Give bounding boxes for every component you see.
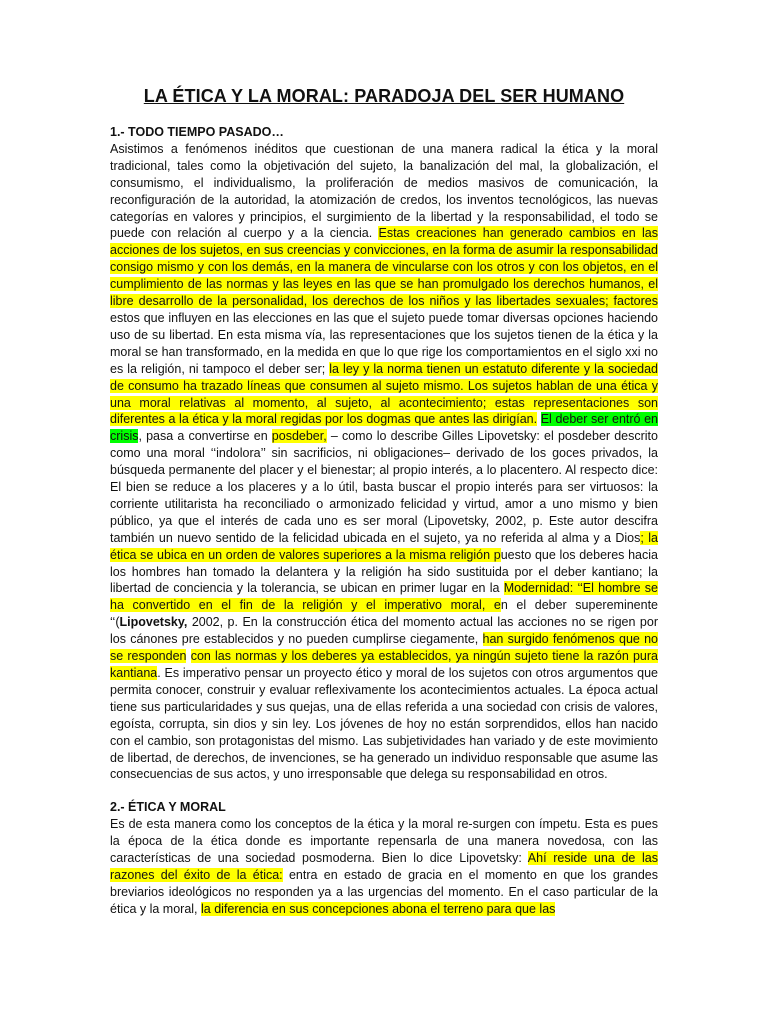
highlighted-text: ; la ética se ubica en un orden de valores superiores a la misma religión p (110, 530, 658, 562)
highlighted-text: Estas creaciones han generado cambios en las acciones de los sujetos, en sus creencias y convicciones, en la forma de asumir la responsabilidad consigo mismo y con los demás, en la manera de vincularse con los otros y con los objetos, en el cumplimiento de las normas y las leyes en las que se han promulgado los derechos humanos, el libre desarrollo de la personalidad, los derechos de los niños y las libertades sexuales; factores (110, 226, 658, 309)
highlighted-text: han surgido fenómenos que no se responden (110, 632, 659, 664)
text-run: entra en estado de gracia en el momento en que los grandes breviarios ideológicos no responden ya a las urgencias del momento. En el caso particular de la ética y la moral, (110, 867, 658, 916)
document-body (110, 124, 658, 918)
section-paragraph (110, 816, 658, 917)
text-run: n el deber supereminente ‘‘( (110, 598, 658, 630)
highlighted-text: la diferencia en sus concepciones abona el terreno para que las (201, 901, 556, 916)
text-run: – como lo describe Gilles Lipovetsky: el posdeber descrito como una moral ‘‘indolora’’ sin sacrificios, ni obligaciones– derivado de los goces privados, la búsqueda permanente del placer y el bienestar; al propio interés, a lo placentero. Al respecto dice: El bien se reduce a los placeres y a lo útil, basta buscar el propio interés para ser virtuosos: la corriente utilitarista ha reconciliado o armonizado felicidad y virtud, amor a uno mismo y bien público, ya que el interés de cada uno es ser moral (Lipovetsky, 2002, p. Este autor descifra también un nuevo sentido de la felicidad ubicada en el sujeto, ya no referida al alma y a Dios (110, 429, 658, 545)
highlighted-text: El deber ser entró en crisis (110, 412, 658, 444)
text-run: uesto que los deberes hacia los hombres han tomado la delantera y la religión ha sido sustituida por el deber kantiano; la libertad de conciencia y la tolerancia, se ubican en primer lugar en la (110, 547, 658, 596)
highlighted-text: la ley y la norma tienen un estatuto diferente y la sociedad de consumo ha trazado líneas que consumen al sujeto mismo. Los sujetos hablan de una ética y una moral relativas al momento, al sujeto, al acontecimiento; estas representaciones son diferentes a la ética y la moral regidas por los dogmas que antes las dirigían. (110, 361, 658, 427)
section-heading: 1.- TODO TIEMPO PASADO… (110, 125, 284, 139)
text-run: Es de esta manera como los conceptos de la ética y la moral re-surgen con ímpetu. Esta es pues la época de la ética donde es importante repensarla de una manera novedosa, con las características de una sociedad posmoderna. Bien lo dice Lipovetsky: (110, 817, 658, 866)
section-heading: 2.- ÉTICA Y MORAL (110, 800, 226, 815)
highlighted-text: Modernidad: ‘‘El hombre se ha convertido en el fin de la religión y el imperativo moral, e (110, 581, 658, 613)
text-run: Lipovetsky, (119, 615, 188, 630)
section-paragraph (110, 141, 658, 783)
highlighted-text: con las normas y los deberes ya establecidos, ya ningún sujeto tiene la razón pura kantiana (110, 649, 658, 680)
text-run: Asistimos a fenómenos inéditos que cuestionan de una manera radical la ética y la moral tradicional, tales como la objetivación del sujeto, la banalización del mal, la globalización, el consumismo, el individualismo, la proliferación de medios masivos de comunicación, la reconfiguración de la autoridad, la atomización de credos, los inventos tecnológicos, las nuevas categorías en valores y principios, el surgimiento de la libertad y la responsabilidad, el todo se puede con relación al cuerpo y a la ciencia. (110, 141, 658, 241)
text-run: estos que influyen en las elecciones en las que el sujeto puede tomar diversas opciones haciendo uso de su libertad. En esta misma vía, las representaciones que los sujetos tienen de la ética y la moral se han transformado, en la medida en que lo que rige los comportamientos en el siglo xxi no es la religión, ni tampoco el deber ser; (110, 310, 658, 376)
highlighted-text: Ahí reside una de las razones del éxito de la ética: (110, 851, 658, 882)
section-1 (110, 124, 658, 783)
document-title: LA ÉTICA Y LA MORAL: PARADOJA DEL SER HUMANO (143, 86, 625, 106)
text-run: . Es imperativo pensar un proyecto ético y moral de los sujetos con otros argumentos que permita conocer, construir y evaluar reflexivamente los acontecimientos actuales. La época actual tiene sus particularidades y sus quejas, una de ellas referida a una sociedad con crisis de valores, egoísta, corrupta, sin dios y sin ley. Los jóvenes de hoy no están sorprendidos, ellos han nacido con el cambio, son protagonistas del mismo. Las subjetividades han variado y de este movimiento de libertad, de derechos, de invenciones, se ha generado un individuo responsable que asume las consecuencias de sus actos, y uno irresponsable que delega su responsabilidad en otros. (110, 666, 658, 782)
highlighted-text: posdeber, (271, 429, 327, 444)
text-run: , pasa a convertirse en (138, 429, 272, 444)
text-run: 2002, p. En la construcción ética del momento actual las acciones no se rigen por los cánones pre establecidos y no pueden cumplirse ciegamente, (110, 615, 658, 647)
section-2 (110, 799, 658, 917)
